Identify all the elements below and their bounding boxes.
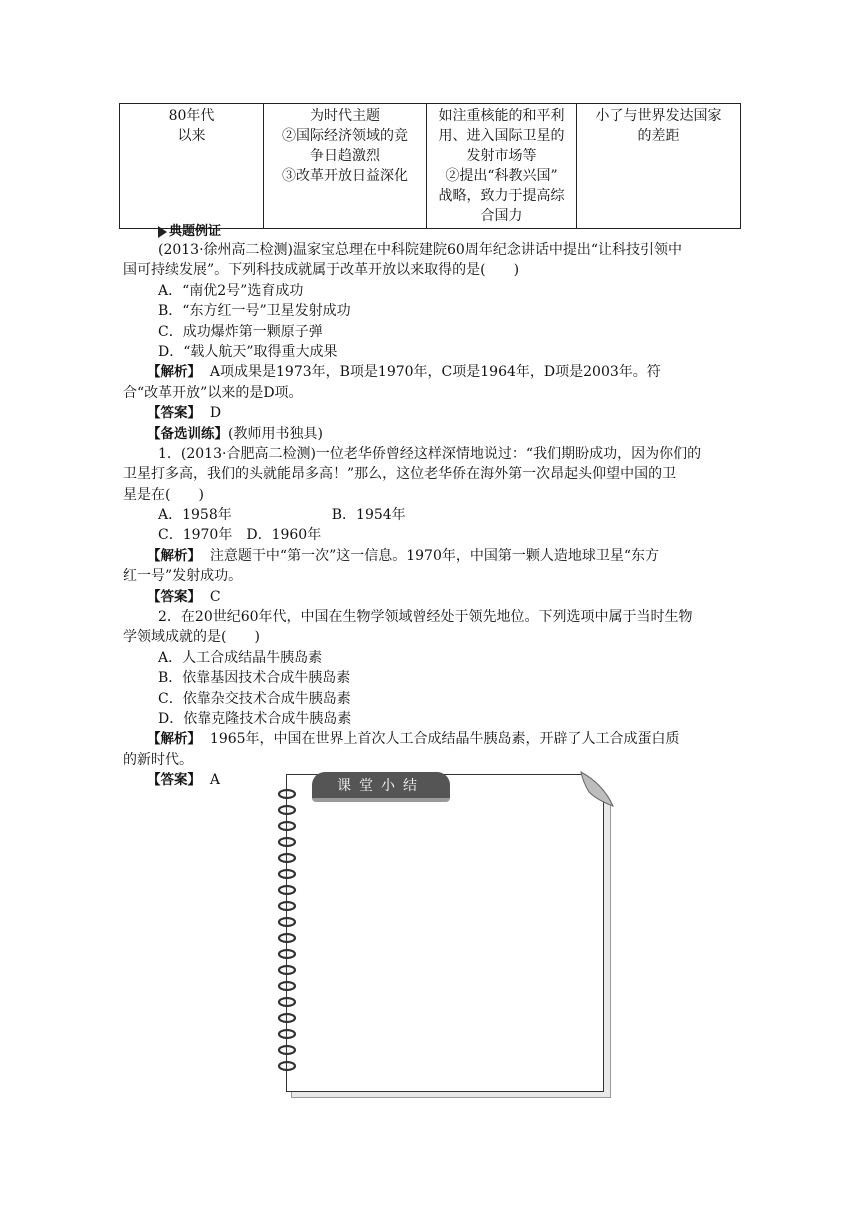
table-cell-result — [577, 104, 741, 229]
answer-value: C — [209, 588, 221, 605]
cell-line: 的差距 — [637, 128, 680, 144]
cell-line: ②提出“科教兴国” — [445, 168, 558, 184]
analysis-label: 【解析】 — [147, 364, 201, 381]
q1-options-ab — [123, 505, 741, 525]
cell-line: 80年代 — [168, 108, 215, 124]
q1-options-cd: C．1970年 D．1960年 — [158, 527, 322, 544]
spiral-binding-icon — [277, 786, 301, 1086]
option-a: A．1958年 — [158, 507, 232, 524]
option-d: D．“载人航天”取得重大成果 — [158, 343, 338, 360]
exercise-text — [123, 224, 741, 791]
answer-line — [123, 403, 741, 423]
analysis-label: 【解析】 — [147, 547, 201, 564]
q2-line: 学领域成就的是( ) — [123, 629, 260, 646]
cell-line: 用、进入国际卫星的 — [438, 128, 565, 144]
analysis-line — [123, 362, 741, 382]
answer-label: 【答案】 — [147, 405, 201, 422]
section-header — [123, 224, 741, 240]
answer-value: A — [209, 772, 221, 789]
option-a: A．人工合成结晶牛胰岛素 — [158, 649, 323, 666]
summary-notebook — [283, 772, 613, 1098]
cell-line: ③改革开放日益深化 — [282, 168, 408, 184]
training-label: 【备选训练】 — [147, 425, 228, 442]
analysis-line: 合“改革开放”以来的是D项。 — [123, 384, 303, 401]
answer-value: D — [209, 405, 222, 422]
table-cell-policy — [427, 104, 577, 229]
q1-line: 1．(2013·合肥高二检测)一位老华侨曾经这样深情地说过：“我们期盼成功，因为你们的 — [158, 445, 702, 462]
analysis-text: 注意题干中“第一次”这一信息。1970年，中国第一颗人造地球卫星“东方 — [209, 547, 660, 564]
cell-line: 如注重核能的和平利 — [438, 108, 565, 124]
cell-line: 战略，致力于提高综 — [438, 188, 565, 204]
q1-line: 卫星打多高，我们的头就能昂多高！”那么，这位老华侨在海外第一次昂起头仰望中国的卫 — [123, 466, 677, 483]
answer-label: 【答案】 — [147, 588, 201, 605]
cell-line: 争日趋激烈 — [310, 148, 380, 164]
table-row — [120, 104, 741, 229]
cell-line: 发射市场等 — [466, 148, 537, 164]
analysis-label: 【解析】 — [147, 731, 201, 748]
training-note: (教师用书独具) — [228, 425, 323, 442]
cell-line: ②国际经济领域的竞 — [282, 128, 408, 144]
notebook-page — [286, 774, 604, 1092]
cell-line: 小了与世界发达国家 — [595, 108, 722, 124]
analysis-line — [123, 546, 741, 566]
analysis-line — [123, 729, 741, 749]
analysis-line: 红一号”发射成功。 — [123, 568, 243, 585]
option-b: B．1954年 — [331, 507, 406, 524]
q2-line: 2．在20世纪60年代，中国在生物学领域曾经处于领先地位。下列选项中属于当时生物 — [158, 609, 693, 626]
option-b: B．“东方红一号”卫星发射成功 — [158, 303, 351, 320]
analysis-text: A项成果是1973年，B项是1970年，C项是1964年，D项是2003年。符 — [209, 364, 661, 381]
answer-label: 【答案】 — [147, 772, 201, 789]
section-title: 典题例证 — [169, 223, 222, 239]
triangle-marker-icon — [158, 226, 167, 238]
option-b: B．依靠基因技术合成牛胰岛素 — [158, 670, 351, 687]
page-curl-icon — [575, 770, 615, 810]
comparison-table-fragment — [119, 103, 741, 229]
cell-line: 以来 — [177, 128, 206, 144]
option-a: A．“南优2号”选育成功 — [158, 282, 304, 299]
table-cell-background — [264, 104, 427, 229]
analysis-line: 的新时代。 — [123, 751, 193, 768]
cell-line: 合国力 — [480, 208, 523, 224]
option-c: C．依靠杂交技术合成牛胰岛素 — [158, 690, 351, 707]
training-header — [123, 424, 741, 444]
example-question-line: 国可持续发展”。下列科技成就属于改革开放以来取得的是( ) — [123, 262, 520, 279]
answer-line — [123, 587, 741, 607]
example-question-line: (2013·徐州高二检测)温家宝总理在中科院建院60周年纪念讲话中提出“让科技引领中 — [158, 242, 682, 258]
summary-tab — [312, 772, 450, 802]
q1-line: 星是在( ) — [123, 486, 204, 503]
cell-line: 为时代主题 — [310, 108, 380, 124]
option-d: D．依靠克隆技术合成牛胰岛素 — [158, 710, 352, 727]
analysis-text: 1965年，中国在世界上首次人工合成结晶牛胰岛素，开辟了人工合成蛋白质 — [209, 731, 680, 748]
summary-tab-label: 课堂小结 — [337, 778, 425, 794]
option-c: C．成功爆炸第一颗原子弹 — [158, 323, 323, 340]
table-cell-period — [120, 104, 264, 229]
